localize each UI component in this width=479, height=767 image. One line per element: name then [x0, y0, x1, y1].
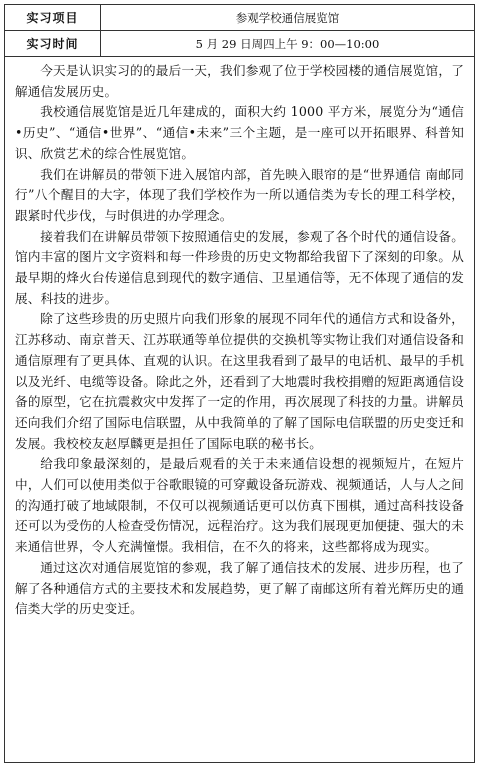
paragraph-intro: 今天是认识实习的的最后一天，我们参观了位于学校园楼的通信展览馆，了解通信发展历史。	[15, 63, 464, 99]
report-table	[4, 4, 475, 763]
project-label: 实习项目	[5, 5, 101, 30]
project-value: 参观学校通信展览馆	[235, 10, 340, 25]
time-row	[5, 31, 474, 57]
project-row	[5, 5, 474, 31]
time-label: 实习时间	[5, 31, 101, 56]
paragraph-overview: 我校通信展览馆是近几年建成的，面积大约 1000 平方米，展览分为“通信•历史”、“通信•世界”、“通信•未来”三个主题，是一座可以开拓眼界、科普知识、欣赏艺术的综合性展览馆。	[15, 104, 464, 161]
time-value: 5 月 29 日周四上午 9：00—10:00	[195, 36, 380, 51]
report-body	[5, 57, 474, 762]
paragraph-history: 接着我们在讲解员带领下按照通信史的发展，参观了各个时代的通信设备。馆内丰富的图片文字资料和每一件珍贵的历史文物都给我留下了深刻的印象。从最早期的烽火台传递信息到现代的数字通信、卫星通信等，无不体现了通信的发展、科技的进步。	[15, 228, 464, 306]
paragraph-entrance: 我们在讲解员的带领下进入展馆内部，首先映入眼帘的是“世界通信 南邮同行”八个醒目的大字，体现了我们学校作为一所以通信类为专长的理工科学校，跟紧时代步伐，与时俱进的办学理念。	[15, 166, 464, 223]
paragraph-conclusion: 通过这次对通信展览馆的参观，我了解了通信技术的发展、进步历程，也了解了各种通信方式的主要技术和发展趋势，更了解了南邮这所有着光辉历史的通信类大学的历史变迁。	[15, 559, 464, 617]
paragraph-future: 给我印象最深刻的，是最后观看的关于未来通信设想的视频短片，在短片中，人们可以使用类似于谷歌眼镜的可穿戴设备玩游戏、视频通话，人与人之间的沟通打破了地域限制，不仅可以视频通话更可以仿真下围棋，通过高科技设备还可以为受伤的人检查受伤情况，远程治疗。这为我们展现更加便捷、强大的未来通信世界，令人充满憧憬。我相信，在不久的将来，这些都将成为现实。	[15, 456, 464, 555]
paragraph-equipment: 除了这些珍贵的历史照片向我们形象的展现不同年代的通信方式和设备外，江苏移动、南京普天、江苏联通等单位提供的交换机等实物让我们对通信设备和通信原理有了更具体、直观的认识。在这里我看到了最早的电话机、最早的手机以及光纤、电缆等设备。除此之外，还看到了大地震时我校捐赠的短距离通信设备的原型，它在抗震救灾中发挥了一定的作用，再次展现了科技的力量。讲解员还向我们介绍了国际电信联盟，从中我简单的了解了国际电信联盟的历史变迁和发展。我校校友赵厚麟更是担任了国际电联的秘书长。	[15, 311, 464, 451]
